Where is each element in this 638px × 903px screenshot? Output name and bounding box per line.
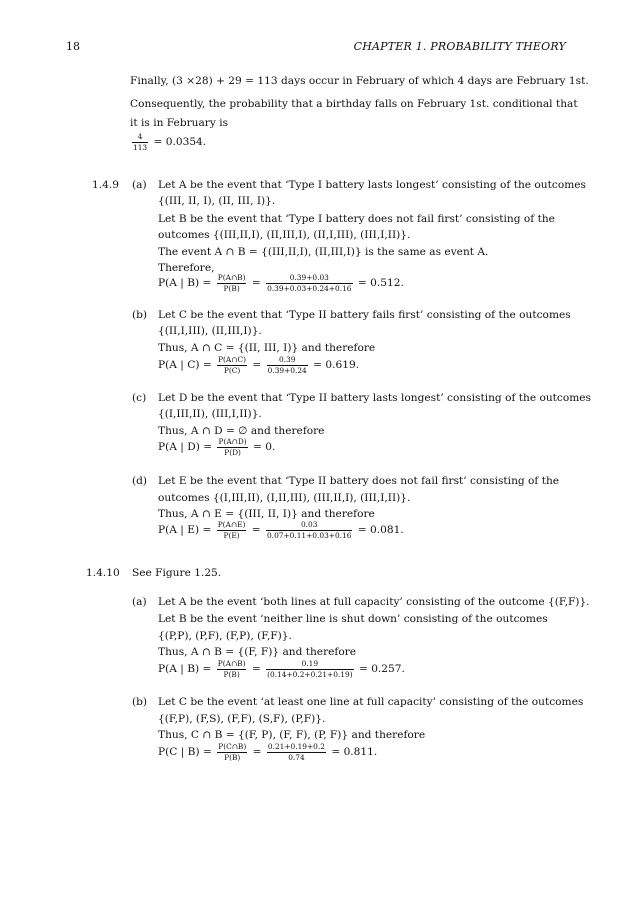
p149a-line-4: outcomes {(III,II,I), (II,III,I), (II,I,III), (III,I,II)}. <box>158 229 411 241</box>
p1410b-equation: P(C | B) = $\frac{P(C\cap B)}{P(B)}$ = $\frac{0.21+0.19+0.2}{0.74}$ = 0.811. <box>158 742 378 762</box>
fraction: $\frac{P(A\cap B)}{P(B)}$ <box>217 659 246 679</box>
intro-result: $\frac{4}{113}$ = 0.0354. <box>133 132 207 152</box>
p1410a-line-4: Thus, A ∩ B = {(F, F)} and therefore <box>158 646 357 658</box>
p149d-line-1: Let E be the event that ‘Type II battery does not fail first’ consisting of the <box>158 475 560 487</box>
p149a-line-3: Let B be the event that ‘Type I battery does not fail first’ consisting of the <box>158 213 555 225</box>
p1410b-line-1: Let C be the event ‘at least one line at full capacity’ consisting of the outcomes <box>158 696 584 708</box>
part-label-b: (b) <box>132 309 148 321</box>
p149a-line-6: Therefore, <box>158 262 215 274</box>
p149b-line-3: Thus, A ∩ C = {(II, III, I)} and therefore <box>158 342 376 354</box>
p1410a-line-1: Let A be the event ‘both lines at full capacity’ consisting of the outcome {(F,F)}. <box>158 596 590 608</box>
fraction: $\frac{4}{113}$ <box>133 132 148 152</box>
problem-number-1-4-10: 1.4.10 <box>86 567 120 579</box>
page-header <box>66 40 566 54</box>
fraction: $\frac{0.19}{(0.14+0.2+0.21+0.19)}$ <box>267 659 353 679</box>
p149d-equation: P(A | E) = $\frac{P(A\cap E)}{P(E)}$ = $\frac{0.03}{0.07+0.11+0.03+0.16}$ = 0.081. <box>158 520 404 540</box>
p149d-line-3: Thus, A ∩ E = {(III, II, I)} and therefore <box>158 508 375 520</box>
chapter-title: CHAPTER 1. PROBABILITY THEORY <box>353 40 566 53</box>
page-number: 18 <box>66 40 80 53</box>
intro-line-2: Consequently, the probability that a birthday falls on February 1st. conditional that <box>130 98 578 110</box>
fraction: $\frac{P(A\cap E)}{P(E)}$ <box>217 520 246 540</box>
p149b-line-2: {(II,I,III), (II,III,I)}. <box>158 325 262 337</box>
part-label-d: (d) <box>132 475 148 487</box>
p1410a-line-2: Let B be the event ‘neither line is shut down’ consisting of the outcomes <box>158 613 548 625</box>
fraction: $\frac{P(A\cap D)}{P(D)}$ <box>218 437 247 457</box>
fraction: $\frac{P(A\cap C)}{P(C)}$ <box>218 355 247 375</box>
intro-line-1: Finally, (3 ×28) + 29 = 113 days occur in February of which 4 days are February 1st. <box>130 75 589 87</box>
p149b-line-1: Let C be the event that ‘Type II battery fails first’ consisting of the outcomes <box>158 309 571 321</box>
p1410b-line-2: {(F,P), (F,S), (F,F), (S,F), (P,F)}. <box>158 713 326 725</box>
p149b-equation: P(A | C) = $\frac{P(A\cap C)}{P(C)}$ = $\frac{0.39}{0.39+0.24}$ = 0.619. <box>158 355 360 375</box>
p149c-line-3: Thus, A ∩ D = ∅ and therefore <box>158 425 325 437</box>
problem-number-1-4-9: 1.4.9 <box>92 179 119 191</box>
p1410-intro: See Figure 1.25. <box>132 567 222 579</box>
p1410b-line-3: Thus, C ∩ B = {(F, P), (F, F), (P, F)} and therefore <box>158 729 426 741</box>
p149c-line-1: Let D be the event that ‘Type II battery lasts longest’ consisting of the outcomes <box>158 392 591 404</box>
part-label-b: (b) <box>132 696 148 708</box>
p1410a-equation: P(A | B) = $\frac{P(A\cap B)}{P(B)}$ = $\frac{0.19}{(0.14+0.2+0.21+0.19)}$ = 0.257. <box>158 659 405 679</box>
p149a-line-1: Let A be the event that ‘Type I battery lasts longest’ consisting of the outcomes <box>158 179 586 191</box>
fraction: $\frac{P(A\cap B)}{P(B)}$ <box>217 273 246 293</box>
fraction: $\frac{P(C\cap B)}{P(B)}$ <box>218 742 247 762</box>
p149c-equation: P(A | D) = $\frac{P(A\cap D)}{P(D)}$ = 0. <box>158 437 276 457</box>
p149a-equation: P(A | B) = $\frac{P(A\cap B)}{P(B)}$ = $\frac{0.39+0.03}{0.39+0.03+0.24+0.16}$ = 0.512. <box>158 273 404 293</box>
fraction: $\frac{0.21+0.19+0.2}{0.74}$ <box>267 742 325 762</box>
p149a-line-2: {(III, II, I), (II, III, I)}. <box>158 195 276 207</box>
fraction: $\frac{0.39}{0.39+0.24}$ <box>267 355 307 375</box>
part-label-a: (a) <box>132 596 147 608</box>
p149d-line-2: outcomes {(I,III,II), (I,II,III), (III,II,I), (III,I,II)}. <box>158 492 411 504</box>
fraction: $\frac{0.03}{0.07+0.11+0.03+0.16}$ <box>267 520 352 540</box>
fraction: $\frac{0.39+0.03}{0.39+0.03+0.24+0.16}$ <box>267 273 352 293</box>
intro-line-3: it is in February is <box>130 117 229 129</box>
part-label-c: (c) <box>132 392 147 404</box>
p149c-line-2: {(I,III,II), (III,I,II)}. <box>158 408 262 420</box>
part-label-a: (a) <box>132 179 147 191</box>
p149a-line-5: The event A ∩ B = {(III,II,I), (II,III,I)} is the same as event A. <box>158 246 489 258</box>
p1410a-line-3: {(P,P), (P,F), (F,P), (F,F)}. <box>158 630 292 642</box>
